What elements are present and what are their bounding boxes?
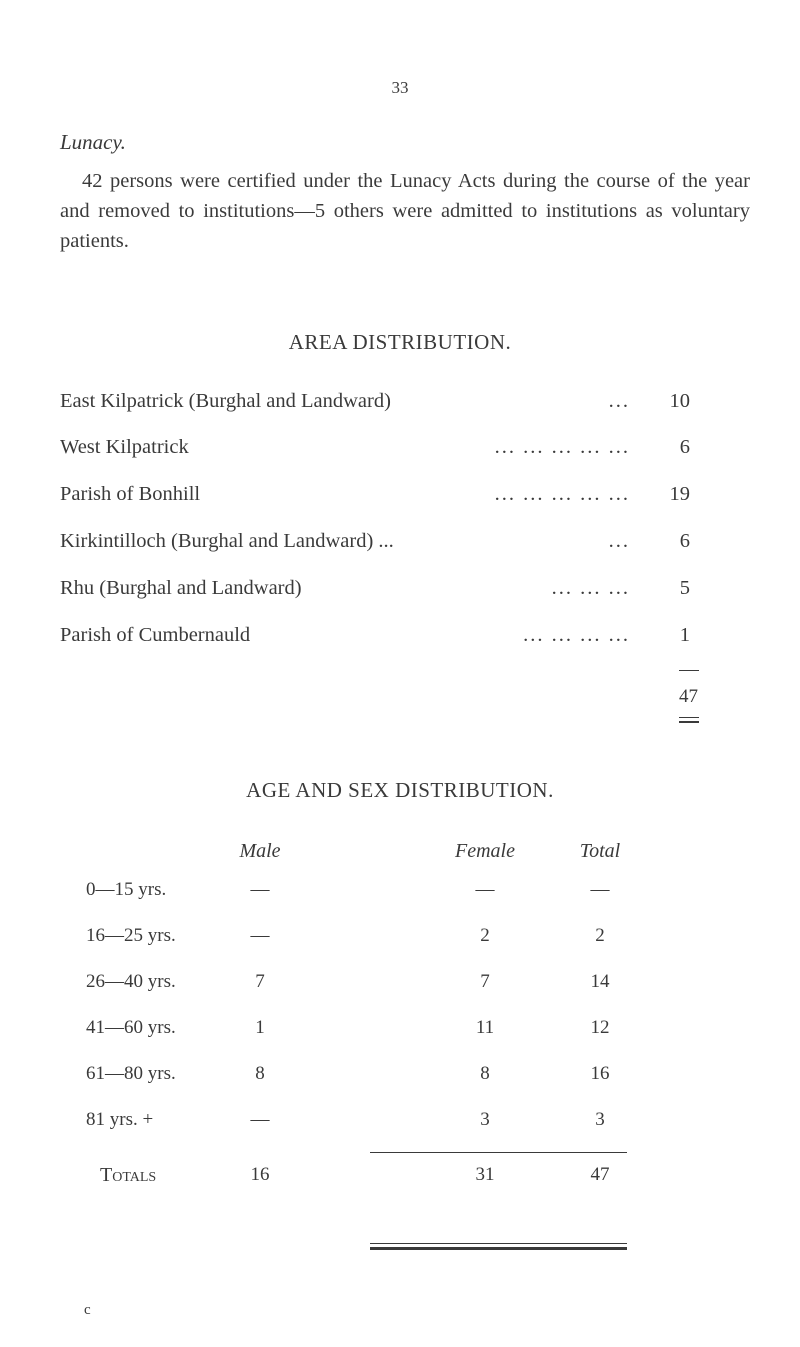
area-row <box>60 530 690 560</box>
total-count: 14 <box>590 971 610 992</box>
double-rule-bottom <box>679 721 699 723</box>
area-name: Kirkintilloch (Burghal and Landward) ... <box>60 530 394 552</box>
area-name: Rhu (Burghal and Landward) <box>60 577 302 599</box>
age-range: 81 yrs. + <box>86 1109 154 1130</box>
leader-dots: ... ... ... <box>551 577 630 599</box>
intro-paragraph: 42 persons were certified under the Lunacy Acts during the course of the year and removed to institutions—5 others were admitted to institutions as voluntary patients. <box>60 170 750 252</box>
totals-rule <box>370 1152 627 1153</box>
female-count: 2 <box>480 925 490 946</box>
leader-dots: ... ... ... ... ... <box>494 436 630 458</box>
male-count: — <box>250 879 270 900</box>
column-header-total: Total <box>579 840 621 862</box>
area-value: 5 <box>679 577 690 599</box>
column-header-female: Female <box>455 840 515 862</box>
area-total: 47 <box>679 686 698 707</box>
double-rule-top <box>679 717 699 718</box>
female-count: 3 <box>480 1109 490 1130</box>
male-count: — <box>250 925 270 946</box>
total-count: 12 <box>590 1017 610 1038</box>
area-row <box>60 577 690 607</box>
male-count: — <box>250 1109 270 1130</box>
area-row <box>60 390 690 420</box>
leader-dots: ... ... ... ... <box>523 624 630 646</box>
area-row <box>60 483 690 513</box>
leader-dots: ... <box>608 390 630 412</box>
column-header-male: Male <box>239 840 281 862</box>
female-count: — <box>475 879 495 900</box>
area-name: Parish of Bonhill <box>60 483 201 505</box>
totals-row <box>0 1164 800 1194</box>
age-range: 41—60 yrs. <box>86 1017 176 1038</box>
area-distribution-heading: AREA DISTRIBUTION. <box>288 330 512 354</box>
female-count: 7 <box>480 971 490 992</box>
table-row <box>0 879 800 909</box>
area-name: East Kilpatrick (Burghal and Landward) <box>60 390 391 412</box>
total-count: 2 <box>595 925 605 946</box>
male-count: 8 <box>255 1063 265 1084</box>
total-count: 3 <box>595 1109 605 1130</box>
area-value: 6 <box>679 436 690 458</box>
table-row <box>0 971 800 1001</box>
age-range: 16—25 yrs. <box>86 925 176 946</box>
double-rule-top <box>370 1243 627 1244</box>
female-total: 31 <box>475 1164 495 1185</box>
area-value: 19 <box>669 483 690 505</box>
area-name: Parish of Cumbernauld <box>60 624 251 646</box>
age-sex-distribution-heading: AGE AND SEX DISTRIBUTION. <box>246 778 554 802</box>
leader-dots: ... <box>608 530 630 552</box>
double-rule-bottom <box>370 1247 627 1250</box>
table-row <box>0 1017 800 1047</box>
grand-total: 47 <box>590 1164 610 1185</box>
table-row <box>0 1063 800 1093</box>
area-row <box>60 436 690 466</box>
table-row <box>0 1109 800 1139</box>
leader-dots: ... ... ... ... ... <box>494 483 630 505</box>
area-value: 10 <box>669 390 690 412</box>
male-total: 16 <box>250 1164 270 1185</box>
total-count: — <box>590 879 610 900</box>
female-count: 11 <box>475 1017 495 1038</box>
age-range: 26—40 yrs. <box>86 971 176 992</box>
table-row <box>0 925 800 955</box>
area-value: 6 <box>679 530 690 552</box>
signature-mark: c <box>84 1302 91 1318</box>
total-count: 16 <box>590 1063 610 1084</box>
area-name: West Kilpatrick <box>60 436 189 458</box>
page-number: 33 <box>391 78 409 97</box>
totals-label: Totals <box>100 1164 157 1186</box>
female-count: 8 <box>480 1063 490 1084</box>
male-count: 7 <box>255 971 265 992</box>
age-range: 0—15 yrs. <box>86 879 167 900</box>
section-title: Lunacy. <box>60 130 126 154</box>
area-value: 1 <box>679 624 690 646</box>
age-range: 61—80 yrs. <box>86 1063 176 1084</box>
male-count: 1 <box>255 1017 265 1038</box>
sum-rule <box>679 670 699 671</box>
area-row <box>60 624 690 654</box>
